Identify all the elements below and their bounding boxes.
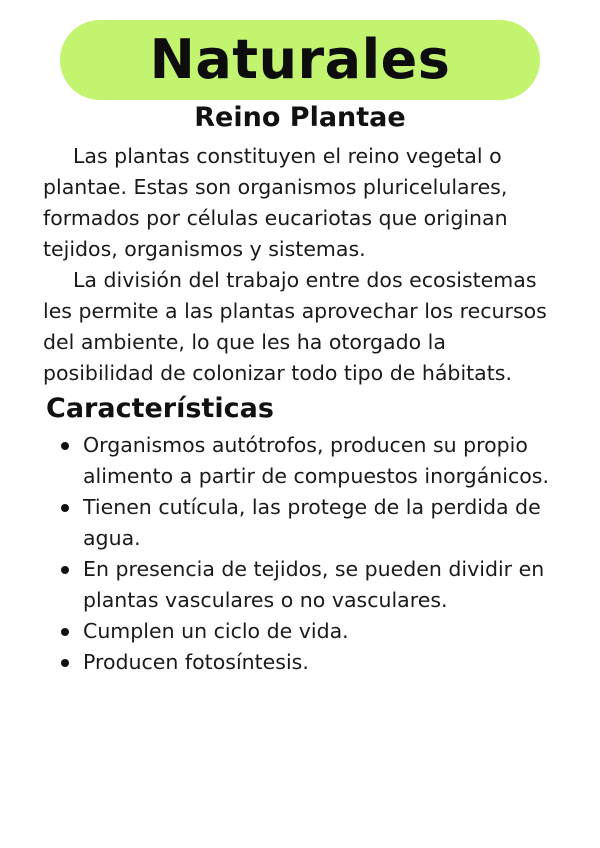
list-item-text: Cumplen un ciclo de vida. bbox=[83, 619, 349, 643]
page-title: Naturales bbox=[149, 28, 451, 91]
list-item bbox=[58, 492, 558, 554]
list-item-text: En presencia de tejidos, se pueden dividir en plantas vasculares o no vasculares. bbox=[83, 557, 545, 612]
bullet-icon bbox=[61, 628, 69, 636]
bullet-icon bbox=[61, 504, 69, 512]
bullet-icon bbox=[61, 442, 69, 450]
intro-paragraph: Las plantas constituyen el reino vegetal o plantae. Estas son organismos pluricelulares, formados por células eucariotas que originan tejidos, organismos y sistemas. bbox=[43, 144, 508, 261]
list-item bbox=[58, 647, 558, 678]
title-banner bbox=[60, 20, 540, 100]
intro-text bbox=[43, 141, 563, 389]
list-item bbox=[58, 554, 558, 616]
list-item bbox=[58, 616, 558, 647]
intro-paragraph: La división del trabajo entre dos ecosistemas les permite a las plantas aprovechar los recursos del ambiente, lo que les ha otorgado la posibilidad de colonizar todo tipo de hábitats. bbox=[43, 268, 547, 385]
bullet-icon bbox=[61, 566, 69, 574]
list-item-text: Organismos autótrofos, producen su propio alimento a partir de compuestos inorgánicos. bbox=[83, 433, 549, 488]
bullet-icon bbox=[61, 659, 69, 667]
list-item bbox=[58, 430, 558, 492]
list-item-text: Producen fotosíntesis. bbox=[83, 650, 309, 674]
characteristics-list bbox=[58, 430, 558, 678]
section-heading-characteristics: Características bbox=[46, 393, 274, 424]
list-item-text: Tienen cutícula, las protege de la perdida de agua. bbox=[83, 495, 541, 550]
page-subtitle: Reino Plantae bbox=[194, 102, 406, 133]
